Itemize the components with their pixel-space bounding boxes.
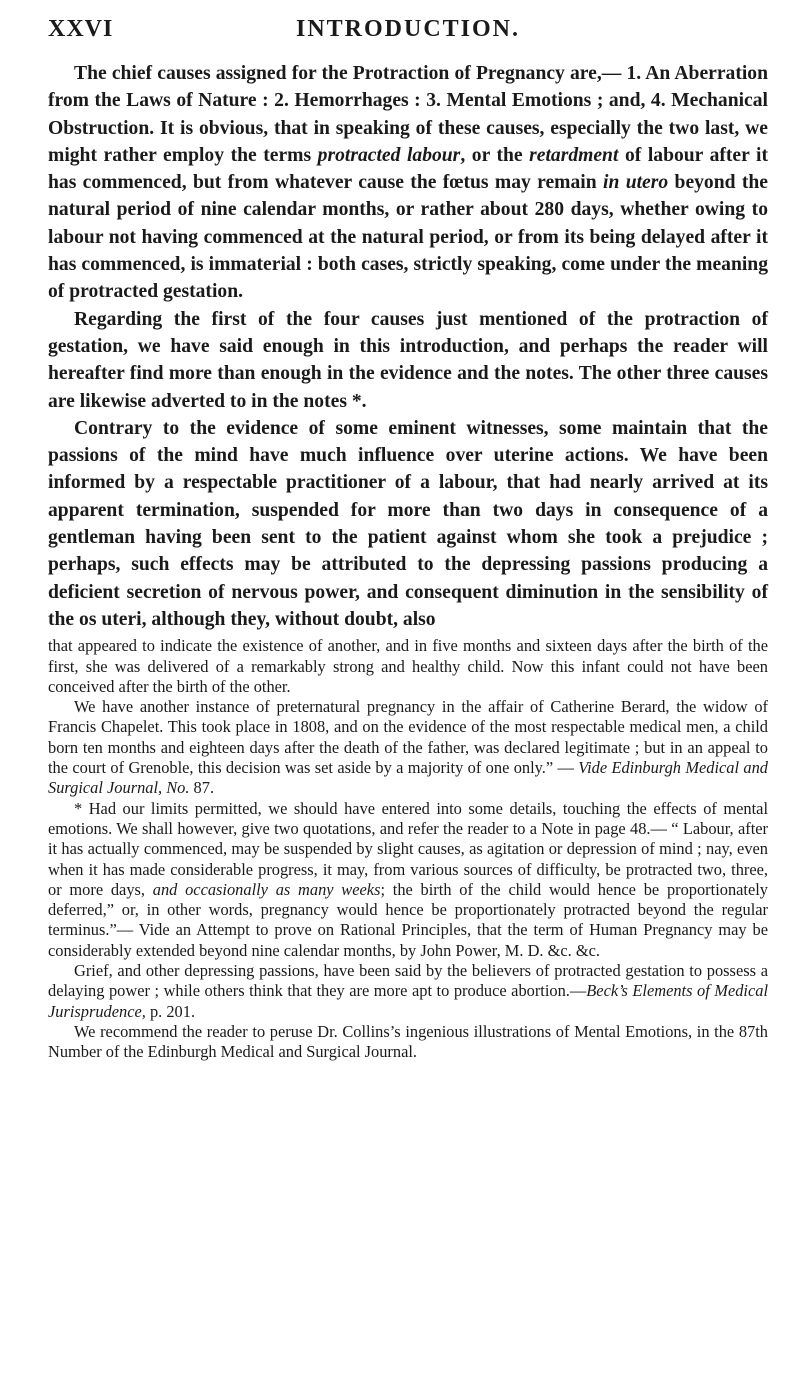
text-segment: Grief, and other depressing passions, have been said by the believers of protracted gestation to possess a delaying power ; while others think that they are more apt to produce abortion.— (48, 960, 768, 1001)
page-number: XXVI (48, 16, 114, 42)
text-segment: Contrary to the evidence of some eminent witnesses, some maintain that the passions of the mind have much influence over uterine actions. We have been informed by a respectable practitioner of a labour, that had nearly arrived at its apparent termination, suspended for more than two days in consequence of a gentleman having been sent to the patient against whom she took a prejudice ; perhaps, such effects may be attributed to the depressing passions producing a deficient secretion of nervous power, and consequent diminution in the sensibility of the os uteri, although they, without doubt, also (48, 417, 768, 630)
italic-text: in utero (603, 172, 669, 194)
footnote-paragraph (48, 1022, 768, 1063)
main-paragraph (48, 60, 768, 306)
book-page (48, 0, 768, 1062)
footnote-paragraph (48, 636, 768, 697)
text-segment: The chief causes assigned for the Protraction of Pregnancy are,— 1. An Aberration from the Laws of Nature : 2. Hemorrhages : 3. Mental Emotions ; and, 4. Mechanical Obstruction. It is obvious, that in speaking of these causes, especially the two last, we might rather employ the terms (48, 63, 768, 166)
italic-text: and occasionally as many weeks (152, 879, 381, 899)
italic-text: protracted labour (317, 144, 461, 166)
footnote-paragraph (48, 961, 768, 1022)
main-paragraph (48, 306, 768, 415)
text-segment: , or the (460, 144, 530, 166)
text-segment: ; the birth of the child would hence be proportionately deferred,” or, in other words, pregnancy would hence be proportionately protracted beyond the regular terminus.”— Vide an Attempt to prove on Rational Principles, that the term of Human Pregnancy may be considerably extended beyond nine calendar months, by John Power, M. D. &c. &c. (48, 879, 768, 960)
text-segment: of labour after it has commenced, but from whatever cause the fœtus may remain (48, 144, 768, 194)
main-paragraph (48, 415, 768, 633)
text-segment: Regarding the first of the four causes just mentioned of the protraction of gestation, we have said enough in this introduction, and perhaps the reader will hereafter find more than enough in the evidence and the notes. The other three causes are likewise adverted to in the notes *. (48, 308, 768, 412)
main-text (48, 60, 768, 633)
text-segment: that appeared to indicate the existence of another, and in five months and sixteen days after the birth of the first, she was delivered of a remarkably strong and healthy child. Now this infant could not have been conceived after the birth of the other. (48, 636, 768, 696)
footnotes (48, 636, 768, 1062)
text-segment: * Had our limits permitted, we should have entered into some details, touching the effects of mental emotions. We shall however, give two quotations, and refer the reader to a Note in page 48.— “ Labour, after it has actually commenced, may be suspended by slight causes, as agitation or depression of mind ; nay, even when it has made considerable progress, it may, from various sources of difficulty, be protracted two, three, or more days, (48, 798, 768, 899)
text-segment: We have another instance of preternatural pregnancy in the affair of Catherine Berard, the widow of Francis Chapelet. This took place in 1808, and on the evidence of the most respectable medical men, a child born ten months and eighteen days after the death of the father, was declared legitimate ; but in an appeal to the court of Grenoble, this decision was set aside by a majority of one only.” — (48, 697, 768, 778)
text-segment: 87. (189, 778, 215, 798)
italic-text: Beck’s Elements of Medical Jurisprudence, (48, 981, 769, 1021)
text-segment: p. 201. (145, 1001, 196, 1021)
italic-text: Vide Edinburgh Medical and Surgical Journal, No. (48, 758, 768, 798)
running-head (48, 16, 768, 60)
section-title: INTRODUCTION. (295, 16, 521, 42)
italic-text: retardment (529, 144, 619, 166)
footnote-paragraph (48, 799, 768, 961)
footnote-paragraph (48, 697, 768, 798)
text-segment: We recommend the reader to peruse Dr. Collins’s ingenious illustrations of Mental Emotions, in the 87th Number of the Edinburgh Medical and Surgical Journal. (48, 1021, 768, 1062)
text-segment: beyond the natural period of nine calendar months, or rather about 280 days, whether owing to labour not having commenced at the natural period, or from its being delayed after it has commenced, is immaterial : both cases, strictly speaking, come under the meaning of protracted gestation. (48, 172, 769, 303)
